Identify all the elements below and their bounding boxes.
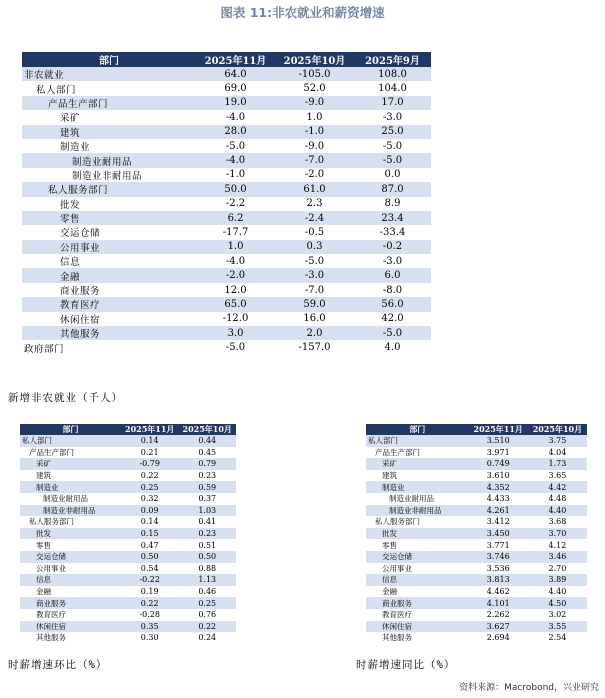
row-label: 公用事业 bbox=[20, 563, 121, 575]
table-header-row bbox=[20, 424, 236, 435]
row-label: 公用事业 bbox=[366, 563, 469, 575]
cell-value: -0.28 bbox=[121, 609, 179, 621]
table-row bbox=[20, 574, 236, 586]
cell-value: 0.25 bbox=[178, 597, 236, 609]
hourly-wage-mom-table bbox=[20, 424, 236, 644]
cell-value: 0.3 bbox=[275, 240, 354, 254]
row-label: 制造业 bbox=[22, 139, 196, 153]
row-label: 建筑 bbox=[20, 470, 121, 482]
cell-value: 3.70 bbox=[528, 528, 587, 540]
cell-value: 8.9 bbox=[354, 197, 431, 211]
cell-value: 4.101 bbox=[469, 597, 528, 609]
cell-value: -0.2 bbox=[354, 240, 431, 254]
row-label: 私人服务部门 bbox=[22, 182, 196, 196]
table-row bbox=[22, 254, 431, 268]
cell-value: 0.50 bbox=[178, 551, 236, 563]
row-label: 制造业非耐用品 bbox=[22, 168, 196, 182]
table-row bbox=[20, 516, 236, 528]
table-row bbox=[22, 182, 431, 196]
cell-value: 0.0 bbox=[354, 168, 431, 182]
cell-value: 17.0 bbox=[354, 96, 431, 110]
row-label: 休闲住宿 bbox=[20, 621, 121, 633]
cell-value: -9.0 bbox=[275, 96, 354, 110]
column-header: 2025年11月 bbox=[121, 424, 179, 435]
cell-value: -3.0 bbox=[354, 254, 431, 268]
row-label: 交运仓储 bbox=[22, 225, 196, 239]
cell-value: -5.0 bbox=[354, 139, 431, 153]
cell-value: 4.40 bbox=[528, 505, 587, 517]
cell-value: 104.0 bbox=[354, 81, 431, 95]
row-label: 政府部门 bbox=[22, 340, 196, 354]
row-label: 私人部门 bbox=[22, 81, 196, 95]
table-row bbox=[20, 539, 236, 551]
row-label: 公用事业 bbox=[22, 240, 196, 254]
row-label: 制造业耐用品 bbox=[20, 493, 121, 505]
column-header: 部门 bbox=[22, 52, 196, 67]
cell-value: 0.41 bbox=[178, 516, 236, 528]
row-label: 产品生产部门 bbox=[20, 447, 121, 459]
cell-value: 0.50 bbox=[121, 551, 179, 563]
table-body bbox=[20, 435, 236, 644]
cell-value: 3.746 bbox=[469, 551, 528, 563]
cell-value: -7.0 bbox=[275, 153, 354, 167]
row-label: 零售 bbox=[366, 539, 469, 551]
cell-value: 0.22 bbox=[121, 470, 179, 482]
cell-value: -3.0 bbox=[275, 268, 354, 282]
row-label: 批发 bbox=[22, 197, 196, 211]
table-row bbox=[20, 505, 236, 517]
cell-value: -7.0 bbox=[275, 283, 354, 297]
row-label: 教育医疗 bbox=[366, 609, 469, 621]
cell-value: 50.0 bbox=[196, 182, 275, 196]
cell-value: 1.13 bbox=[178, 574, 236, 586]
cell-value: 0.14 bbox=[121, 516, 179, 528]
table-row bbox=[366, 505, 587, 517]
cell-value: 0.21 bbox=[121, 447, 179, 459]
cell-value: 3.412 bbox=[469, 516, 528, 528]
table-row bbox=[366, 458, 587, 470]
table-row bbox=[20, 447, 236, 459]
row-label: 制造业 bbox=[20, 481, 121, 493]
cell-value: 4.261 bbox=[469, 505, 528, 517]
table-row bbox=[22, 139, 431, 153]
table-row bbox=[20, 632, 236, 644]
cell-value: -33.4 bbox=[354, 225, 431, 239]
row-label: 商业服务 bbox=[20, 597, 121, 609]
cell-value: 3.02 bbox=[528, 609, 587, 621]
row-label: 私人服务部门 bbox=[20, 516, 121, 528]
table-row bbox=[20, 435, 236, 447]
cell-value: 0.22 bbox=[178, 621, 236, 633]
cell-value: 3.0 bbox=[196, 326, 275, 340]
cell-value: 1.03 bbox=[178, 505, 236, 517]
cell-value: 0.23 bbox=[178, 470, 236, 482]
row-label: 产品生产部门 bbox=[22, 96, 196, 110]
cell-value: 2.54 bbox=[528, 632, 587, 644]
cell-value: -5.0 bbox=[196, 139, 275, 153]
cell-value: 4.04 bbox=[528, 447, 587, 459]
row-label: 金融 bbox=[20, 586, 121, 598]
row-label: 批发 bbox=[366, 528, 469, 540]
cell-value: 28.0 bbox=[196, 125, 275, 139]
row-label: 私人服务部门 bbox=[366, 516, 469, 528]
row-label: 教育医疗 bbox=[22, 297, 196, 311]
table-row bbox=[22, 211, 431, 225]
cell-value: 6.2 bbox=[196, 211, 275, 225]
table-row bbox=[22, 197, 431, 211]
table-row bbox=[366, 586, 587, 598]
table-row bbox=[366, 574, 587, 586]
table-row bbox=[366, 539, 587, 551]
cell-value: 4.48 bbox=[528, 493, 587, 505]
cell-value: 6.0 bbox=[354, 268, 431, 282]
table-row bbox=[366, 481, 587, 493]
row-label: 制造业耐用品 bbox=[22, 153, 196, 167]
cell-value: 3.510 bbox=[469, 435, 528, 447]
right-table-caption: 时薪增速同比（%） bbox=[356, 659, 456, 671]
table-row bbox=[22, 153, 431, 167]
row-label: 休闲住宿 bbox=[22, 312, 196, 326]
cell-value: 3.813 bbox=[469, 574, 528, 586]
row-label: 非农就业 bbox=[22, 67, 196, 81]
cell-value: 2.262 bbox=[469, 609, 528, 621]
cell-value: 3.75 bbox=[528, 435, 587, 447]
cell-value: 0.15 bbox=[121, 528, 179, 540]
row-label: 交运仓储 bbox=[20, 551, 121, 563]
table-row bbox=[366, 493, 587, 505]
nonfarm-employment-table bbox=[22, 52, 431, 355]
table-row bbox=[366, 470, 587, 482]
cell-value: 3.46 bbox=[528, 551, 587, 563]
cell-value: 0.79 bbox=[178, 458, 236, 470]
row-label: 交运仓储 bbox=[366, 551, 469, 563]
cell-value: 4.50 bbox=[528, 597, 587, 609]
cell-value: 4.462 bbox=[469, 586, 528, 598]
cell-value: -2.4 bbox=[275, 211, 354, 225]
cell-value: 0.46 bbox=[178, 586, 236, 598]
table-row bbox=[366, 609, 587, 621]
cell-value: 0.88 bbox=[178, 563, 236, 575]
row-label: 信息 bbox=[22, 254, 196, 268]
cell-value: -157.0 bbox=[275, 340, 354, 354]
cell-value: 1.0 bbox=[275, 110, 354, 124]
table-row bbox=[22, 240, 431, 254]
table-row bbox=[22, 67, 431, 81]
table-row bbox=[20, 551, 236, 563]
cell-value: 12.0 bbox=[196, 283, 275, 297]
table-row bbox=[22, 283, 431, 297]
cell-value: -5.0 bbox=[354, 326, 431, 340]
row-label: 制造业非耐用品 bbox=[20, 505, 121, 517]
cell-value: 16.0 bbox=[275, 312, 354, 326]
table-row bbox=[20, 563, 236, 575]
cell-value: 0.23 bbox=[178, 528, 236, 540]
row-label: 商业服务 bbox=[22, 283, 196, 297]
cell-value: 2.3 bbox=[275, 197, 354, 211]
cell-value: 0.59 bbox=[178, 481, 236, 493]
table-row bbox=[20, 470, 236, 482]
cell-value: 23.4 bbox=[354, 211, 431, 225]
table-row bbox=[366, 516, 587, 528]
table-row bbox=[20, 586, 236, 598]
cell-value: -9.0 bbox=[275, 139, 354, 153]
cell-value: 3.771 bbox=[469, 539, 528, 551]
row-label: 采矿 bbox=[22, 110, 196, 124]
cell-value: 25.0 bbox=[354, 125, 431, 139]
row-label: 采矿 bbox=[366, 458, 469, 470]
table-row bbox=[366, 435, 587, 447]
cell-value: -4.0 bbox=[196, 110, 275, 124]
table-row bbox=[22, 312, 431, 326]
table-row bbox=[22, 225, 431, 239]
cell-value: 69.0 bbox=[196, 81, 275, 95]
cell-value: -17.7 bbox=[196, 225, 275, 239]
cell-value: 56.0 bbox=[354, 297, 431, 311]
table-row bbox=[20, 597, 236, 609]
source-note: 资料来源：Macrobond，兴业研究 bbox=[459, 683, 599, 693]
cell-value: 4.0 bbox=[354, 340, 431, 354]
row-label: 建筑 bbox=[22, 125, 196, 139]
row-label: 金融 bbox=[366, 586, 469, 598]
table-row bbox=[22, 268, 431, 282]
table-row bbox=[22, 340, 431, 354]
column-header: 部门 bbox=[366, 424, 469, 435]
cell-value: 0.19 bbox=[121, 586, 179, 598]
cell-value: 64.0 bbox=[196, 67, 275, 81]
cell-value: 2.0 bbox=[275, 326, 354, 340]
row-label: 私人部门 bbox=[366, 435, 469, 447]
table-row bbox=[20, 609, 236, 621]
cell-value: 0.76 bbox=[178, 609, 236, 621]
table-row bbox=[366, 528, 587, 540]
cell-value: 2.70 bbox=[528, 563, 587, 575]
cell-value: 0.25 bbox=[121, 481, 179, 493]
table-row bbox=[366, 621, 587, 633]
row-label: 制造业 bbox=[366, 481, 469, 493]
column-header: 2025年11月 bbox=[196, 52, 275, 67]
cell-value: 3.610 bbox=[469, 470, 528, 482]
cell-value: 0.35 bbox=[121, 621, 179, 633]
table-row bbox=[20, 458, 236, 470]
cell-value: 0.749 bbox=[469, 458, 528, 470]
table-row bbox=[366, 563, 587, 575]
cell-value: 4.433 bbox=[469, 493, 528, 505]
table-body bbox=[22, 67, 431, 355]
row-label: 采矿 bbox=[20, 458, 121, 470]
cell-value: 3.627 bbox=[469, 621, 528, 633]
cell-value: 1.73 bbox=[528, 458, 587, 470]
cell-value: 4.352 bbox=[469, 481, 528, 493]
column-header: 部门 bbox=[20, 424, 121, 435]
cell-value: 3.65 bbox=[528, 470, 587, 482]
cell-value: -1.0 bbox=[275, 125, 354, 139]
cell-value: 61.0 bbox=[275, 182, 354, 196]
cell-value: 2.694 bbox=[469, 632, 528, 644]
row-label: 其他服务 bbox=[20, 632, 121, 644]
cell-value: 3.450 bbox=[469, 528, 528, 540]
cell-value: -5.0 bbox=[196, 340, 275, 354]
table-row bbox=[22, 168, 431, 182]
cell-value: 0.14 bbox=[121, 435, 179, 447]
column-header: 2025年10月 bbox=[528, 424, 587, 435]
table-row bbox=[366, 447, 587, 459]
cell-value: -2.0 bbox=[275, 168, 354, 182]
cell-value: 0.45 bbox=[178, 447, 236, 459]
column-header: 2025年10月 bbox=[275, 52, 354, 67]
row-label: 私人部门 bbox=[20, 435, 121, 447]
cell-value: -0.79 bbox=[121, 458, 179, 470]
cell-value: 4.42 bbox=[528, 481, 587, 493]
cell-value: -5.0 bbox=[275, 254, 354, 268]
main-table-caption: 新增非农就业（千人） bbox=[8, 392, 123, 404]
table-row bbox=[22, 297, 431, 311]
cell-value: 52.0 bbox=[275, 81, 354, 95]
cell-value: 3.55 bbox=[528, 621, 587, 633]
cell-value: 4.12 bbox=[528, 539, 587, 551]
cell-value: 4.40 bbox=[528, 586, 587, 598]
cell-value: -12.0 bbox=[196, 312, 275, 326]
row-label: 信息 bbox=[366, 574, 469, 586]
table-row bbox=[22, 81, 431, 95]
cell-value: -5.0 bbox=[354, 153, 431, 167]
cell-value: 19.0 bbox=[196, 96, 275, 110]
figure-title: 图表 11:非农就业和薪资增速 bbox=[220, 5, 385, 20]
table-row bbox=[22, 110, 431, 124]
cell-value: 3.971 bbox=[469, 447, 528, 459]
row-label: 金融 bbox=[22, 268, 196, 282]
row-label: 建筑 bbox=[366, 470, 469, 482]
cell-value: 0.22 bbox=[121, 597, 179, 609]
table-header-row bbox=[366, 424, 587, 435]
cell-value: -4.0 bbox=[196, 254, 275, 268]
cell-value: 87.0 bbox=[354, 182, 431, 196]
cell-value: 0.32 bbox=[121, 493, 179, 505]
cell-value: -3.0 bbox=[354, 110, 431, 124]
table-row bbox=[22, 326, 431, 340]
cell-value: 0.51 bbox=[178, 539, 236, 551]
cell-value: 3.89 bbox=[528, 574, 587, 586]
cell-value: 0.47 bbox=[121, 539, 179, 551]
table-row bbox=[366, 551, 587, 563]
column-header: 2025年11月 bbox=[469, 424, 528, 435]
row-label: 制造业非耐用品 bbox=[366, 505, 469, 517]
row-label: 批发 bbox=[20, 528, 121, 540]
row-label: 产品生产部门 bbox=[366, 447, 469, 459]
hourly-wage-yoy-table bbox=[366, 424, 587, 644]
cell-value: -105.0 bbox=[275, 67, 354, 81]
row-label: 其他服务 bbox=[22, 326, 196, 340]
row-label: 信息 bbox=[20, 574, 121, 586]
cell-value: -0.5 bbox=[275, 225, 354, 239]
row-label: 商业服务 bbox=[366, 597, 469, 609]
cell-value: 3.68 bbox=[528, 516, 587, 528]
cell-value: 0.44 bbox=[178, 435, 236, 447]
table-row bbox=[20, 493, 236, 505]
cell-value: -1.0 bbox=[196, 168, 275, 182]
cell-value: 108.0 bbox=[354, 67, 431, 81]
cell-value: 65.0 bbox=[196, 297, 275, 311]
table-row bbox=[20, 481, 236, 493]
table-row bbox=[22, 96, 431, 110]
column-header: 2025年9月 bbox=[354, 52, 431, 67]
cell-value: -2.0 bbox=[196, 268, 275, 282]
row-label: 零售 bbox=[22, 211, 196, 225]
cell-value: 42.0 bbox=[354, 312, 431, 326]
cell-value: 0.30 bbox=[121, 632, 179, 644]
cell-value: 0.54 bbox=[121, 563, 179, 575]
cell-value: -2.2 bbox=[196, 197, 275, 211]
cell-value: 0.24 bbox=[178, 632, 236, 644]
cell-value: 0.37 bbox=[178, 493, 236, 505]
table-body bbox=[366, 435, 587, 644]
column-header: 2025年10月 bbox=[178, 424, 236, 435]
cell-value: 3.536 bbox=[469, 563, 528, 575]
row-label: 零售 bbox=[20, 539, 121, 551]
table-row bbox=[366, 597, 587, 609]
row-label: 其他服务 bbox=[366, 632, 469, 644]
table-row bbox=[366, 632, 587, 644]
row-label: 休闲住宿 bbox=[366, 621, 469, 633]
table-row bbox=[20, 528, 236, 540]
table-row bbox=[20, 621, 236, 633]
cell-value: 1.0 bbox=[196, 240, 275, 254]
cell-value: 59.0 bbox=[275, 297, 354, 311]
left-table-caption: 时薪增速环比（%） bbox=[8, 659, 108, 671]
table-header-row bbox=[22, 52, 431, 67]
cell-value: -4.0 bbox=[196, 153, 275, 167]
cell-value: 0.09 bbox=[121, 505, 179, 517]
cell-value: -0.22 bbox=[121, 574, 179, 586]
table-row bbox=[22, 125, 431, 139]
row-label: 制造业耐用品 bbox=[366, 493, 469, 505]
cell-value: -8.0 bbox=[354, 283, 431, 297]
row-label: 教育医疗 bbox=[20, 609, 121, 621]
